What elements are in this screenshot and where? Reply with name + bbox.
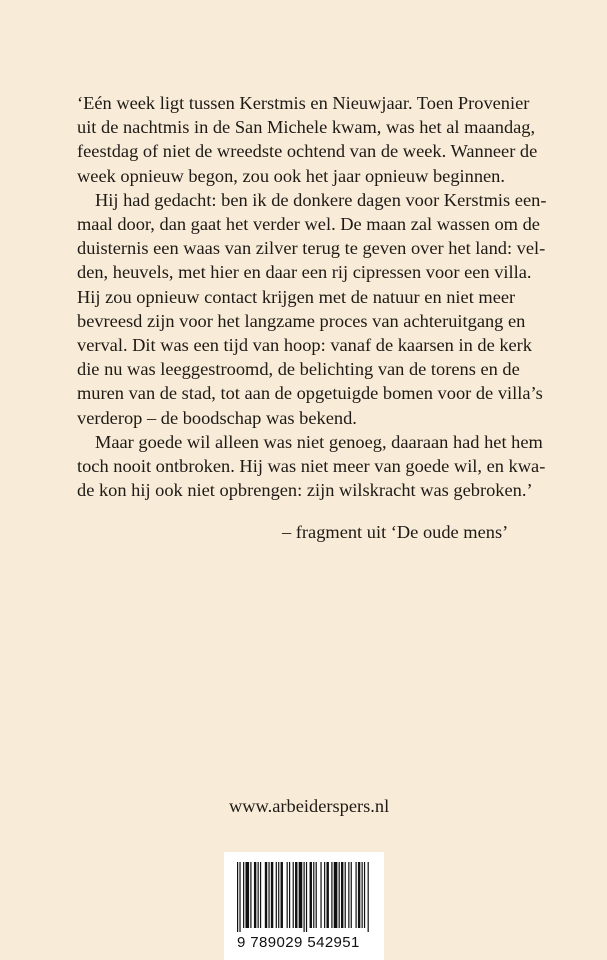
back-cover-excerpt: [77, 91, 549, 502]
excerpt-paragraph-1: [77, 91, 549, 188]
barcode-bar: [348, 862, 349, 928]
barcode-bar: [306, 862, 307, 932]
excerpt-line: Hij had gedacht: ben ik de donkere dagen voor Kerstmis een-: [95, 189, 547, 210]
barcode-bar: [278, 862, 279, 928]
excerpt-line: verval. Dit was een tijd van hoop: vanaf de kaarsen in de kerk: [77, 335, 533, 356]
excerpt-paragraph-3: [77, 430, 549, 503]
excerpt-line: den, heuvels, met hier en daar een rij cipressen voor een villa.: [77, 262, 532, 283]
barcode-bar: [320, 862, 321, 928]
barcode-bar: [331, 862, 332, 928]
barcode-bar: [254, 862, 256, 928]
barcode-bar: [265, 862, 267, 928]
excerpt-line: bevreesd zijn voor het langzame proces van achteruitgang en: [77, 310, 526, 331]
barcode-bar: [271, 862, 273, 928]
barcode-bar: [260, 862, 261, 928]
publisher-website: www.arbeiderspers.nl: [229, 796, 390, 816]
barcode-bar: [362, 862, 363, 928]
isbn-barcode: [224, 852, 384, 960]
excerpt-line: de kon hij ook niet opbrengen: zijn wilskracht was gebroken.’: [77, 480, 533, 501]
excerpt-line: ‘Eén week ligt tussen Kerstmis en Nieuwjaar. Toen Provenier: [77, 93, 530, 113]
excerpt-line: maal door, dan gaat het verder wel. De maan zal wassen om de: [77, 214, 540, 235]
barcode-bar: [324, 862, 325, 928]
barcode-bar: [316, 862, 317, 928]
excerpt-line: uit de nachtmis in de San Michele kwam, was het al maandag,: [77, 117, 536, 138]
barcode-bar: [358, 862, 360, 928]
barcode-bar: [293, 862, 294, 928]
barcode-bar: [364, 862, 365, 928]
barcode-bar: [345, 862, 346, 928]
barcode-bar: [313, 862, 314, 928]
barcode-bar: [326, 862, 328, 928]
barcode-bar: [304, 862, 305, 932]
barcode-bar: [250, 862, 251, 928]
barcode-bar: [334, 862, 338, 928]
barcode-bar: [341, 862, 343, 928]
excerpt-attribution: – fragment uit ‘De oude mens’: [282, 522, 509, 542]
excerpt-line: die nu was leeggestroomd, de belichting van de torens en de: [77, 359, 520, 380]
barcode-bar: [258, 862, 259, 928]
excerpt-line: verderop – de boodschap was bekend.: [77, 407, 357, 428]
barcode-bar: [351, 862, 352, 928]
barcode-bar: [355, 862, 356, 928]
barcode-bar: [268, 862, 269, 928]
excerpt-paragraph-2: [77, 188, 549, 430]
barcode-bar: [281, 862, 283, 928]
barcode-bar: [245, 862, 249, 928]
barcode-bar: [276, 862, 277, 928]
barcode-bars: [237, 862, 370, 932]
barcode-bar: [289, 862, 290, 928]
barcode-bar: [239, 862, 240, 932]
barcode-bar: [339, 862, 340, 928]
barcode-bar: [237, 862, 238, 932]
barcode-bar: [310, 862, 312, 928]
isbn-digits: 9 789029 542951: [237, 934, 360, 951]
excerpt-line: muren van de stad, tot aan de opgetuigde bomen voor de villa’s: [77, 383, 543, 404]
barcode-bar: [295, 862, 297, 928]
barcode-bar: [243, 862, 244, 928]
excerpt-line: feestdag of niet de wreedste ochtend van de week. Wanneer de: [77, 141, 538, 162]
excerpt-line: Hij zou opnieuw contact krijgen met de natuur en niet meer: [77, 286, 516, 307]
excerpt-line: week opnieuw begon, zou ook het jaar opnieuw beginnen.: [77, 165, 505, 186]
excerpt-line: Maar goede wil alleen was niet genoeg, daaraan had het hem: [95, 431, 543, 452]
barcode-bar: [368, 862, 369, 932]
barcode-bar: [299, 862, 303, 928]
barcode-bar: [287, 862, 288, 928]
excerpt-line: toch nooit ontbroken. Hij was niet meer van goede wil, en kwa-: [77, 456, 546, 477]
excerpt-line: duisternis een waas van zilver terug te geven over het land: vel-: [77, 238, 546, 259]
